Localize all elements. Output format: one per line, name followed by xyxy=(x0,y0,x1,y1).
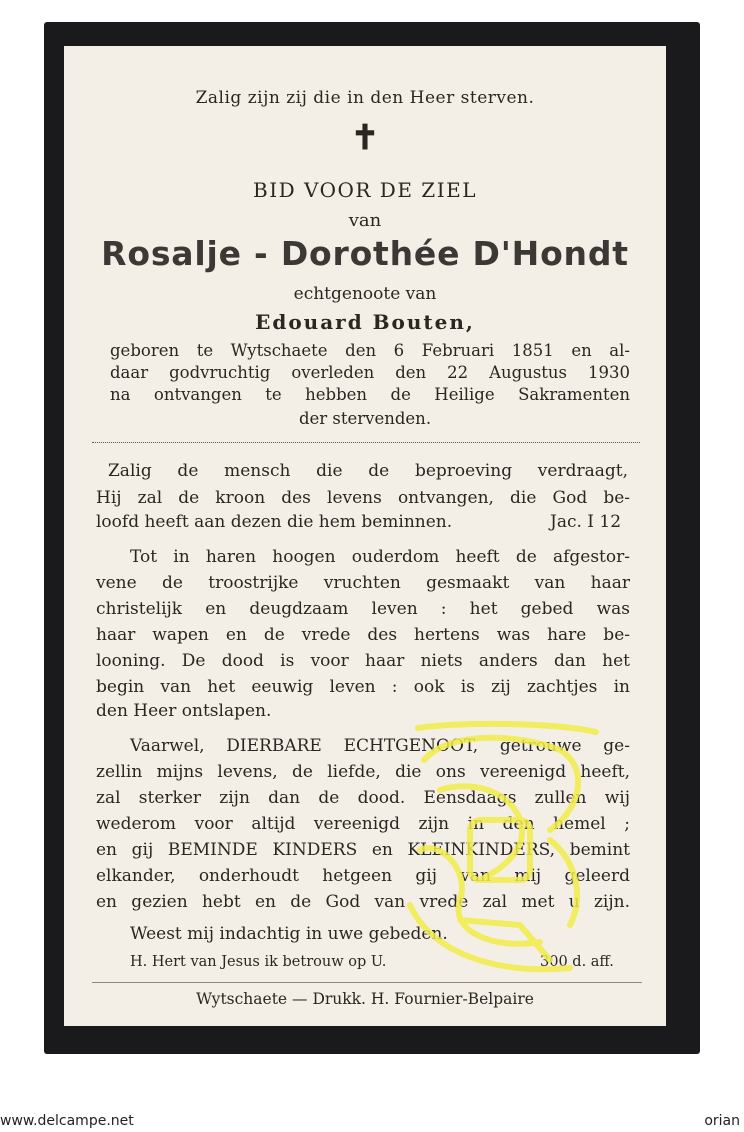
paragraph-line: haar wapen en de vrede des hertens was hare be- xyxy=(96,625,630,645)
closing-line: Weest mij indachtig in uwe gebeden. xyxy=(130,924,448,944)
deceased-name: Rosalje - Dorothée D'Hondt xyxy=(101,234,629,273)
bio-line: der stervenden. xyxy=(298,409,432,428)
farewell-line: zal sterker zijn dan de dood. Eensdaags zullen wij xyxy=(96,788,630,808)
farewell-line: wederom voor altijd vereenigd zijn in den hemel ; xyxy=(96,814,630,834)
watermark-footer xyxy=(0,1113,744,1132)
scripture-line: loofd heeft aan dezen die hem beminnen. xyxy=(96,512,453,532)
collector-stamp-icon xyxy=(400,720,605,985)
prayer-line: H. Hert van Jesus ik betrouw op U. xyxy=(130,954,387,970)
printer-imprint: Wytschaete — Drukk. H. Fournier-Belpaire xyxy=(196,990,534,1008)
bio-line: na ontvangen te hebben de Heilige Sakramenten xyxy=(110,385,630,404)
paragraph-line: looning. De dood is voor haar niets anders dan het xyxy=(96,651,630,671)
card-van: van xyxy=(348,210,382,231)
spouse-name: Edouard Bouten, xyxy=(255,310,475,334)
scripture-line: Zalig de mensch die de beproeving verdraagt, xyxy=(108,461,628,481)
paragraph-line: christelijk en deugdzaam leven : het gebed was xyxy=(96,599,630,619)
card-motto: Zalig zijn zij die in den Heer sterven. xyxy=(195,88,535,108)
paragraph-line: begin van het eeuwig leven : ook is zij zachtjes in xyxy=(96,677,630,697)
paragraph-line: den Heer ontslapen. xyxy=(96,701,272,721)
scripture-reference: Jac. I 12 xyxy=(550,512,622,532)
site-watermark: www.delcampe.net xyxy=(0,1113,134,1129)
farewell-line: en gij BEMINDE KINDERS en KLEINKINDERS, bemint xyxy=(96,840,630,860)
paragraph-line: vene de troostrijke vruchten gesmaakt van haar xyxy=(96,573,630,593)
scripture-line: Hij zal de kroon des levens ontvangen, die God be- xyxy=(96,488,630,508)
bio-line: geboren te Wytschaete den 6 Februari 1851 en al- xyxy=(110,341,630,360)
indulgence-note: 300 d. aff. xyxy=(540,954,614,970)
farewell-line: en gezien hebt en de God van vrede zal met u zijn. xyxy=(96,892,630,912)
cross-icon: ✝ xyxy=(350,118,380,158)
farewell-line: zellin mijns levens, de liefde, die ons vereenigd heeft, xyxy=(96,762,630,782)
bio-line: daar godvruchtig overleden den 22 Augustus 1930 xyxy=(110,363,630,382)
spouse-intro: echtgenoote van xyxy=(293,284,437,304)
farewell-line: elkander, onderhoudt hetgeen gij van mij geleerd xyxy=(96,866,630,886)
divider-rule xyxy=(92,442,640,443)
card-heading: BID VOOR DE ZIEL xyxy=(253,178,477,202)
farewell-line: Vaarwel, DIERBARE ECHTGENOOT, getrouwe ge- xyxy=(130,736,630,756)
seller-watermark: orian xyxy=(704,1113,740,1129)
paragraph-line: Tot in haren hoogen ouderdom heeft de afgestor- xyxy=(130,547,630,567)
